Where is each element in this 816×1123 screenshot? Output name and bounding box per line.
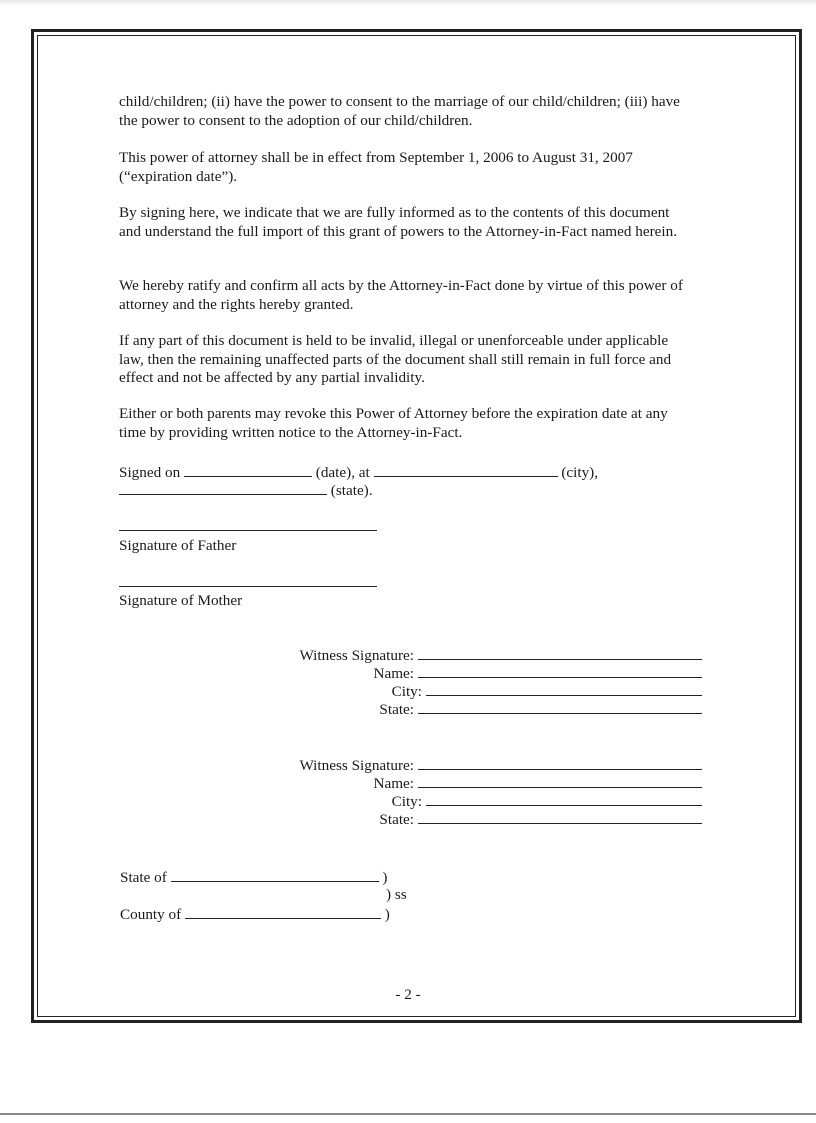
paragraph-revocation: Either or both parents may revoke this Power of Attorney before the expiration date at any time by providing written notice to the Attorney-in-Fact. [119,405,668,441]
witness2-city-field[interactable] [426,805,702,806]
witness2-state-field[interactable] [418,823,702,824]
witness1-city-label: City: [391,683,422,700]
signed-on-line [119,463,598,482]
signed-city-field[interactable] [374,463,558,477]
paragraph-severability: If any part of this document is held to be invalid, illegal or unenforceable under applicable law, then the remaining unaffected parts of the document shall still remain in full force and effect and not be affected by any partial invalidity. [119,332,672,386]
state-of-line [120,868,387,887]
state-of-paren: ) [382,869,388,886]
witness2-signature-label: Witness Signature: [299,757,414,774]
witness2-signature-field[interactable] [418,769,702,770]
paragraph-effective-dates: This power of attorney shall be in effect from September 1, 2006 to August 31, 2007 (“expiration date”). [119,149,633,185]
page-number: - 2 - [395,986,421,1003]
paragraph-powers: child/children; (ii) have the power to consent to the marriage of our child/children; (iii) have the power to consent to the adoption of our child/children. [119,93,680,129]
county-of-paren: ) [384,906,390,923]
father-signature-label: Signature of Father [119,537,237,554]
city-label: (city), [561,464,599,481]
paragraph-ratify: We hereby ratify and confirm all acts by the Attorney-in-Fact done by virtue of this power of attorney and the rights hereby granted. [119,277,683,313]
signed-state-line [119,481,373,500]
witness2-name-label: Name: [373,775,414,792]
county-of-label: County of [120,906,182,923]
scan-edge [0,0,816,6]
county-of-field[interactable] [185,905,381,919]
witness1-name-label: Name: [373,665,414,682]
state-of-label: State of [120,869,167,886]
state-of-field[interactable] [171,868,379,882]
witness1-signature-label: Witness Signature: [299,647,414,664]
county-of-line [120,905,390,924]
signed-on-label: Signed on [119,464,181,481]
witness1-name-field[interactable] [418,677,702,678]
signed-date-field[interactable] [184,463,312,477]
mother-signature-label: Signature of Mother [119,592,243,609]
witness2-city-label: City: [391,793,422,810]
witness1-signature-field[interactable] [418,659,702,660]
witness1-state-label: State: [379,701,414,718]
scan-bottom-edge [0,1113,816,1115]
father-signature-line[interactable] [119,530,377,531]
witness1-city-field[interactable] [426,695,702,696]
ss-marker: ) ss [386,886,407,903]
date-label: (date), at [315,464,370,481]
witness1-state-field[interactable] [418,713,702,714]
mother-signature-line[interactable] [119,586,377,587]
witness2-state-label: State: [379,811,414,828]
witness2-name-field[interactable] [418,787,702,788]
paragraph-understanding: By signing here, we indicate that we are fully informed as to the contents of this document and understand the full import of this grant of powers to the Attorney-in-Fact named herein. [119,204,677,240]
state-label: (state). [330,482,373,499]
signed-state-field[interactable] [119,481,327,495]
